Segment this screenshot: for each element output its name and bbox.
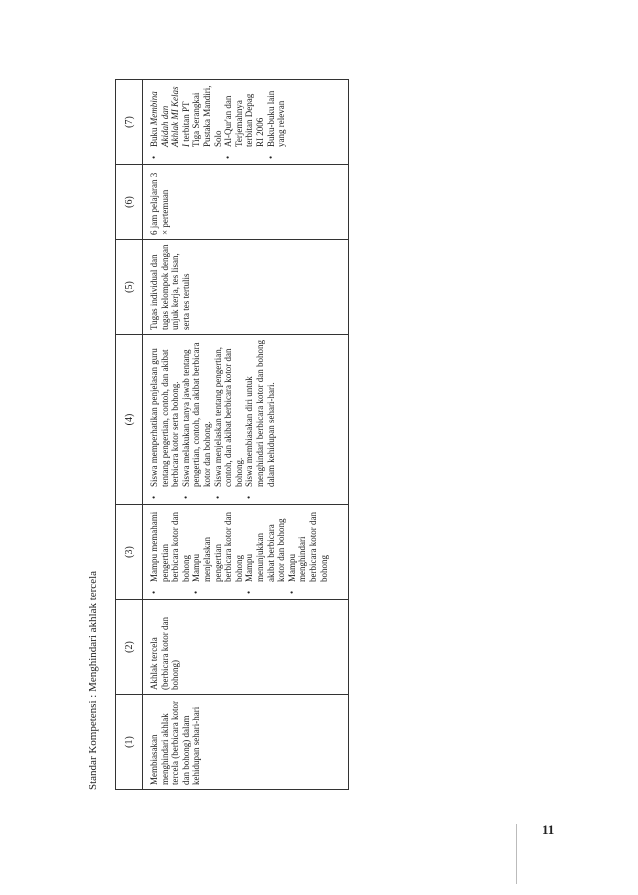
column-header-1: (1)	[116, 695, 143, 790]
column-header-7: (7)	[116, 80, 143, 165]
competency-standard-heading: Standar Kompetensi : Menghindari akhlak tercela	[87, 570, 99, 790]
main-material-cell: Akhlak tercela (berbicara kotor dan bohong)	[143, 600, 349, 695]
learning-activities-cell	[143, 335, 349, 505]
time-allocation-cell: 6 jam pelajaran 3 × pertemuan	[143, 165, 349, 240]
sources-list	[149, 84, 287, 160]
table-header-row	[116, 80, 143, 790]
list-item: • Mampu menghindari berbicara kotor dan bohong	[286, 512, 329, 594]
list-item: • Mampu menjelaskan pengertian berbicara kotor dan bohong	[191, 512, 244, 594]
list-item: • Al-Qur'an dan Terjemahnya terbitan Depag RI 2006	[223, 93, 265, 159]
list-item: • Siswa membiasakan diri untuk menghindari berbicara kotor dan bohong dalam kehidupan sehari-hari.	[244, 340, 276, 499]
indicators-cell	[143, 505, 349, 600]
column-header-4: (4)	[116, 335, 143, 505]
list-item: • Mampu menunjukkan akibat berbicara kotor dan bohong	[244, 518, 287, 594]
indicators-list	[149, 509, 329, 595]
list-item: • Siswa memperhatikan penjelasan guru tentang pengertian, contoh, dan akibat berbicara kotor serta bohong.	[149, 348, 181, 499]
list-item: • Buku-buku lain yang relevan	[265, 90, 287, 159]
list-item: • Siswa menjelaskan tentang pengertian, contoh, dan akibat berbicara kotor dan bohong.	[212, 347, 244, 499]
column-header-2: (2)	[116, 600, 143, 695]
assessment-cell: Tugas individual dan tugas kelompok dengan unjuk kerja, tes lisan, serta tes tertulis	[143, 240, 349, 335]
syllabus-table	[115, 79, 349, 790]
table-row	[143, 80, 349, 790]
rotated-syllabus-page	[85, 0, 355, 790]
basic-competency-cell: Membiasakan menghindari akhlak tercela (berbicara kotor dan bohong) dalam kehidupan sehari-hari	[143, 695, 349, 790]
list-item: • Buku Membina Akidah dan Akhlak MI Kelas I terbitan PT Tiga Serangkai Pustaka Mandiri, Solo	[149, 85, 223, 159]
column-header-3: (3)	[116, 505, 143, 600]
column-header-5: (5)	[116, 240, 143, 335]
learning-sources-cell	[143, 80, 349, 165]
margin-rule	[516, 824, 517, 884]
page-number: 11	[542, 822, 555, 837]
list-item: • Mampu memahami pengertian berbicara kotor dan bohong	[149, 511, 191, 594]
book-title: Membina Akidah dan Akhlak MI Kelas I	[149, 86, 191, 147]
column-header-6: (6)	[116, 165, 143, 240]
activities-list	[149, 339, 276, 500]
list-item: • Siswa melakukan tanya jawab tentang pengertian, contoh, dan akibat berbicara kotor dan bohong.	[180, 342, 212, 499]
